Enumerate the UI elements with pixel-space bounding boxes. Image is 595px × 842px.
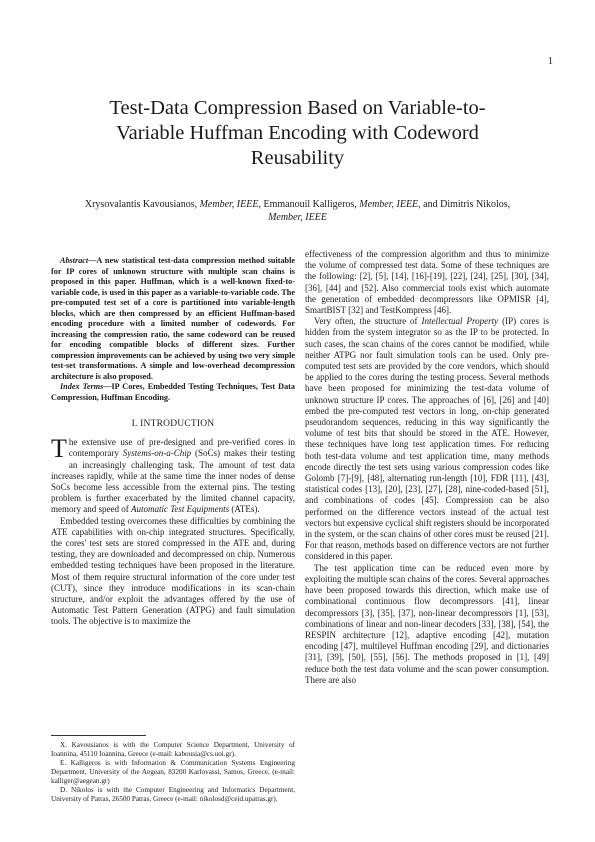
footnote-divider (51, 735, 146, 736)
paragraph-text: (ATEs). (229, 504, 260, 515)
right-column (305, 249, 549, 686)
title-line: Test-Data Compression Based on Variable-to- (109, 97, 486, 119)
body-paragraph: effectiveness of the compression algorithm and thus to minimize the volume of compressed test data. Some of these techniques are the following: [2], [5], [14], [16]-[19], [22], [24], [25], [30], [34], [36], [44] and [52]. Also commercial tools exist which automate the generation of embedded decompressors like OPMISR [4], SmartBIST [32] and TestKompress [46]. (305, 249, 549, 316)
page-number: 1 (548, 56, 553, 67)
author-membership: Member, IEEE (268, 212, 327, 223)
author-name: , Emmanouil Kalligeros, (258, 199, 360, 210)
author-list (80, 198, 515, 224)
footnote: E. Kalligeros is with Information & Communication Systems Engineering Department, University of the Aegean, 83200 Karlovassi, Samos, Greece, (e-mail: kalliger@aegean.gr) (51, 759, 295, 785)
footnote: X. Kavousianos is with the Computer Science Department, University of Ioannina, 45110 Ioannina, Greece (e-mail: kabousia@cs.uoi.gr). (51, 741, 295, 758)
intro-paragraph: Embedded testing overcomes these difficulties by combining the ATE capabilities with on-chip integrated structures. Specifically, the cores' test sets are stored compressed in the ATE and, during testing, they are downloaded and decompressed on chip. Numerous embedded testing techniques have been proposed in the literature. Most of them require structural information of the core under test (CUT), since they introduce modifications in its scan-chain structure, and/or exploit the advantages offered by the use of Automatic Test Pattern Generation (ATPG) and fault simulation tools. The objective is to maximize the (51, 515, 295, 627)
abstract (51, 256, 295, 382)
section-numeral: I. (131, 419, 138, 429)
paragraph-text: he extensive use of pre-designed and pre-verified cores in contemporary (68, 437, 295, 459)
index-terms-lead: Index Terms (60, 382, 104, 391)
body-paragraph: The test application time can be reduced even more by exploiting the multiple scan chains of the cores. Several approaches have been proposed towards this direction, which make use of combinational continuous flow decompressors [41], linear decompressors [3], [35], [37], non-linear decompressors [1], [53], combinations of linear and non-linear decoders [33], [38], [54], the RESPIN architecture [12], adaptive encoding [42], mutation encoding [47], multilevel Huffman encoding [29], and dictionaries [31], [39], [50], [55], [56]. The methods proposed in [1], [49] reduce both the test data volume and the scan power consumption. There are also (305, 562, 549, 685)
left-column (51, 256, 295, 628)
paragraph-text: (IP) cores is hidden from the system integrator so as the IP to be protected. In such cases, the scan chains of the cores cannot be modified, while neither ATPG nor fault simulation tools can be used. Only pre-computed test sets are provided by the core vendors, which should be applied to the cores during the testing process. Several methods have been proposed for minimizing the test-data volume of unknown structure IP cores. The approaches of [6], [26] and [40] embed the pre-computed test vectors in long, on-chip generated pseudorandom sequences, reducing in this way significantly the volume of test bits that should be stored in the ATE. However, these techniques have long test application times. For reducing both test-data volume and test application time, many methods encode directly the test sets using various compression codes like Golomb [7]-[9], [48], alternating run-length [10], FDR [11], [43], statistical codes [13], [20], [23], [27], [28], nine-coded-based [51], and combinations of codes [45]. Compression can be also performed on the difference vectors instead of the actual test vectors but expensive cyclical shift registers should be incorporated in the system, or the scan chains of other cores must be reused [21]. For that reason, methods based on difference vectors are not further considered in this paper. (305, 316, 549, 562)
author-name: , and Dimitris Nikolos, (418, 199, 511, 210)
body-paragraph (305, 316, 549, 562)
index-terms (51, 382, 295, 403)
title-line: Variable Huffman Encoding with Codeword (116, 122, 479, 144)
section-heading (51, 419, 295, 430)
abstract-lead: Abstract (60, 256, 89, 265)
section-title-first-letter: I (140, 419, 144, 429)
footnote: D. Nikolos is with the Computer Engineering and Informatics Department, University of Patras, 26500 Patras, Greece (e-mail: nikolosd@ceid.upatras.gr). (51, 786, 295, 803)
drop-cap: T (51, 434, 67, 464)
author-name: Xrysovalantis Kavousianos, (84, 199, 200, 210)
index-terms-text: —IP Cores, Embedded Testing Techniques, Test Data Compression, Huffman Encoding. (51, 382, 295, 402)
paragraph-text: Very often, the structure of (314, 316, 422, 327)
abstract-text: —A new statistical test-data compression method suitable for IP cores of unknown structure with multiple scan chains is proposed in this paper. Huffman, which is a well-known fixed-to-variable code, is used in this paper as a variable-to-variable code. The pre-computed test set of a core is partitioned into variable-length blocks, which are then compressed by an efficient Huffman-based encoding procedure with a limited number of codewords. For increasing the compression ratio, the same codeword can be reused for encoding compatible blocks of different sizes. Further compression improvements can be achieved by using two very simple test-set transformations. A simple and low-overhead decompression architecture is also proposed. (51, 256, 295, 381)
italic-term: Automatic Test Equipments (130, 504, 230, 515)
paper-title (60, 96, 535, 171)
italic-term: Intellectual Property (421, 316, 499, 327)
author-membership: Member, IEEE (359, 199, 419, 210)
author-membership: Member, IEEE (199, 199, 259, 210)
intro-paragraph (51, 434, 295, 515)
italic-term: Systems-on-a-Chip (122, 448, 192, 459)
title-line: Reusability (250, 147, 345, 169)
footnotes (51, 741, 295, 804)
paragraph-text: (SoCs) makes their testing an increasingly challenging task. The amount of test data increases rapidly, while at the same time the inner nodes of dense SoCs become less accessible from the external pins. The testing problem is further exacerbated by the limited channel capacity, memory and speed of (51, 448, 295, 515)
section-title-rest: NTRODUCTION (143, 419, 215, 429)
